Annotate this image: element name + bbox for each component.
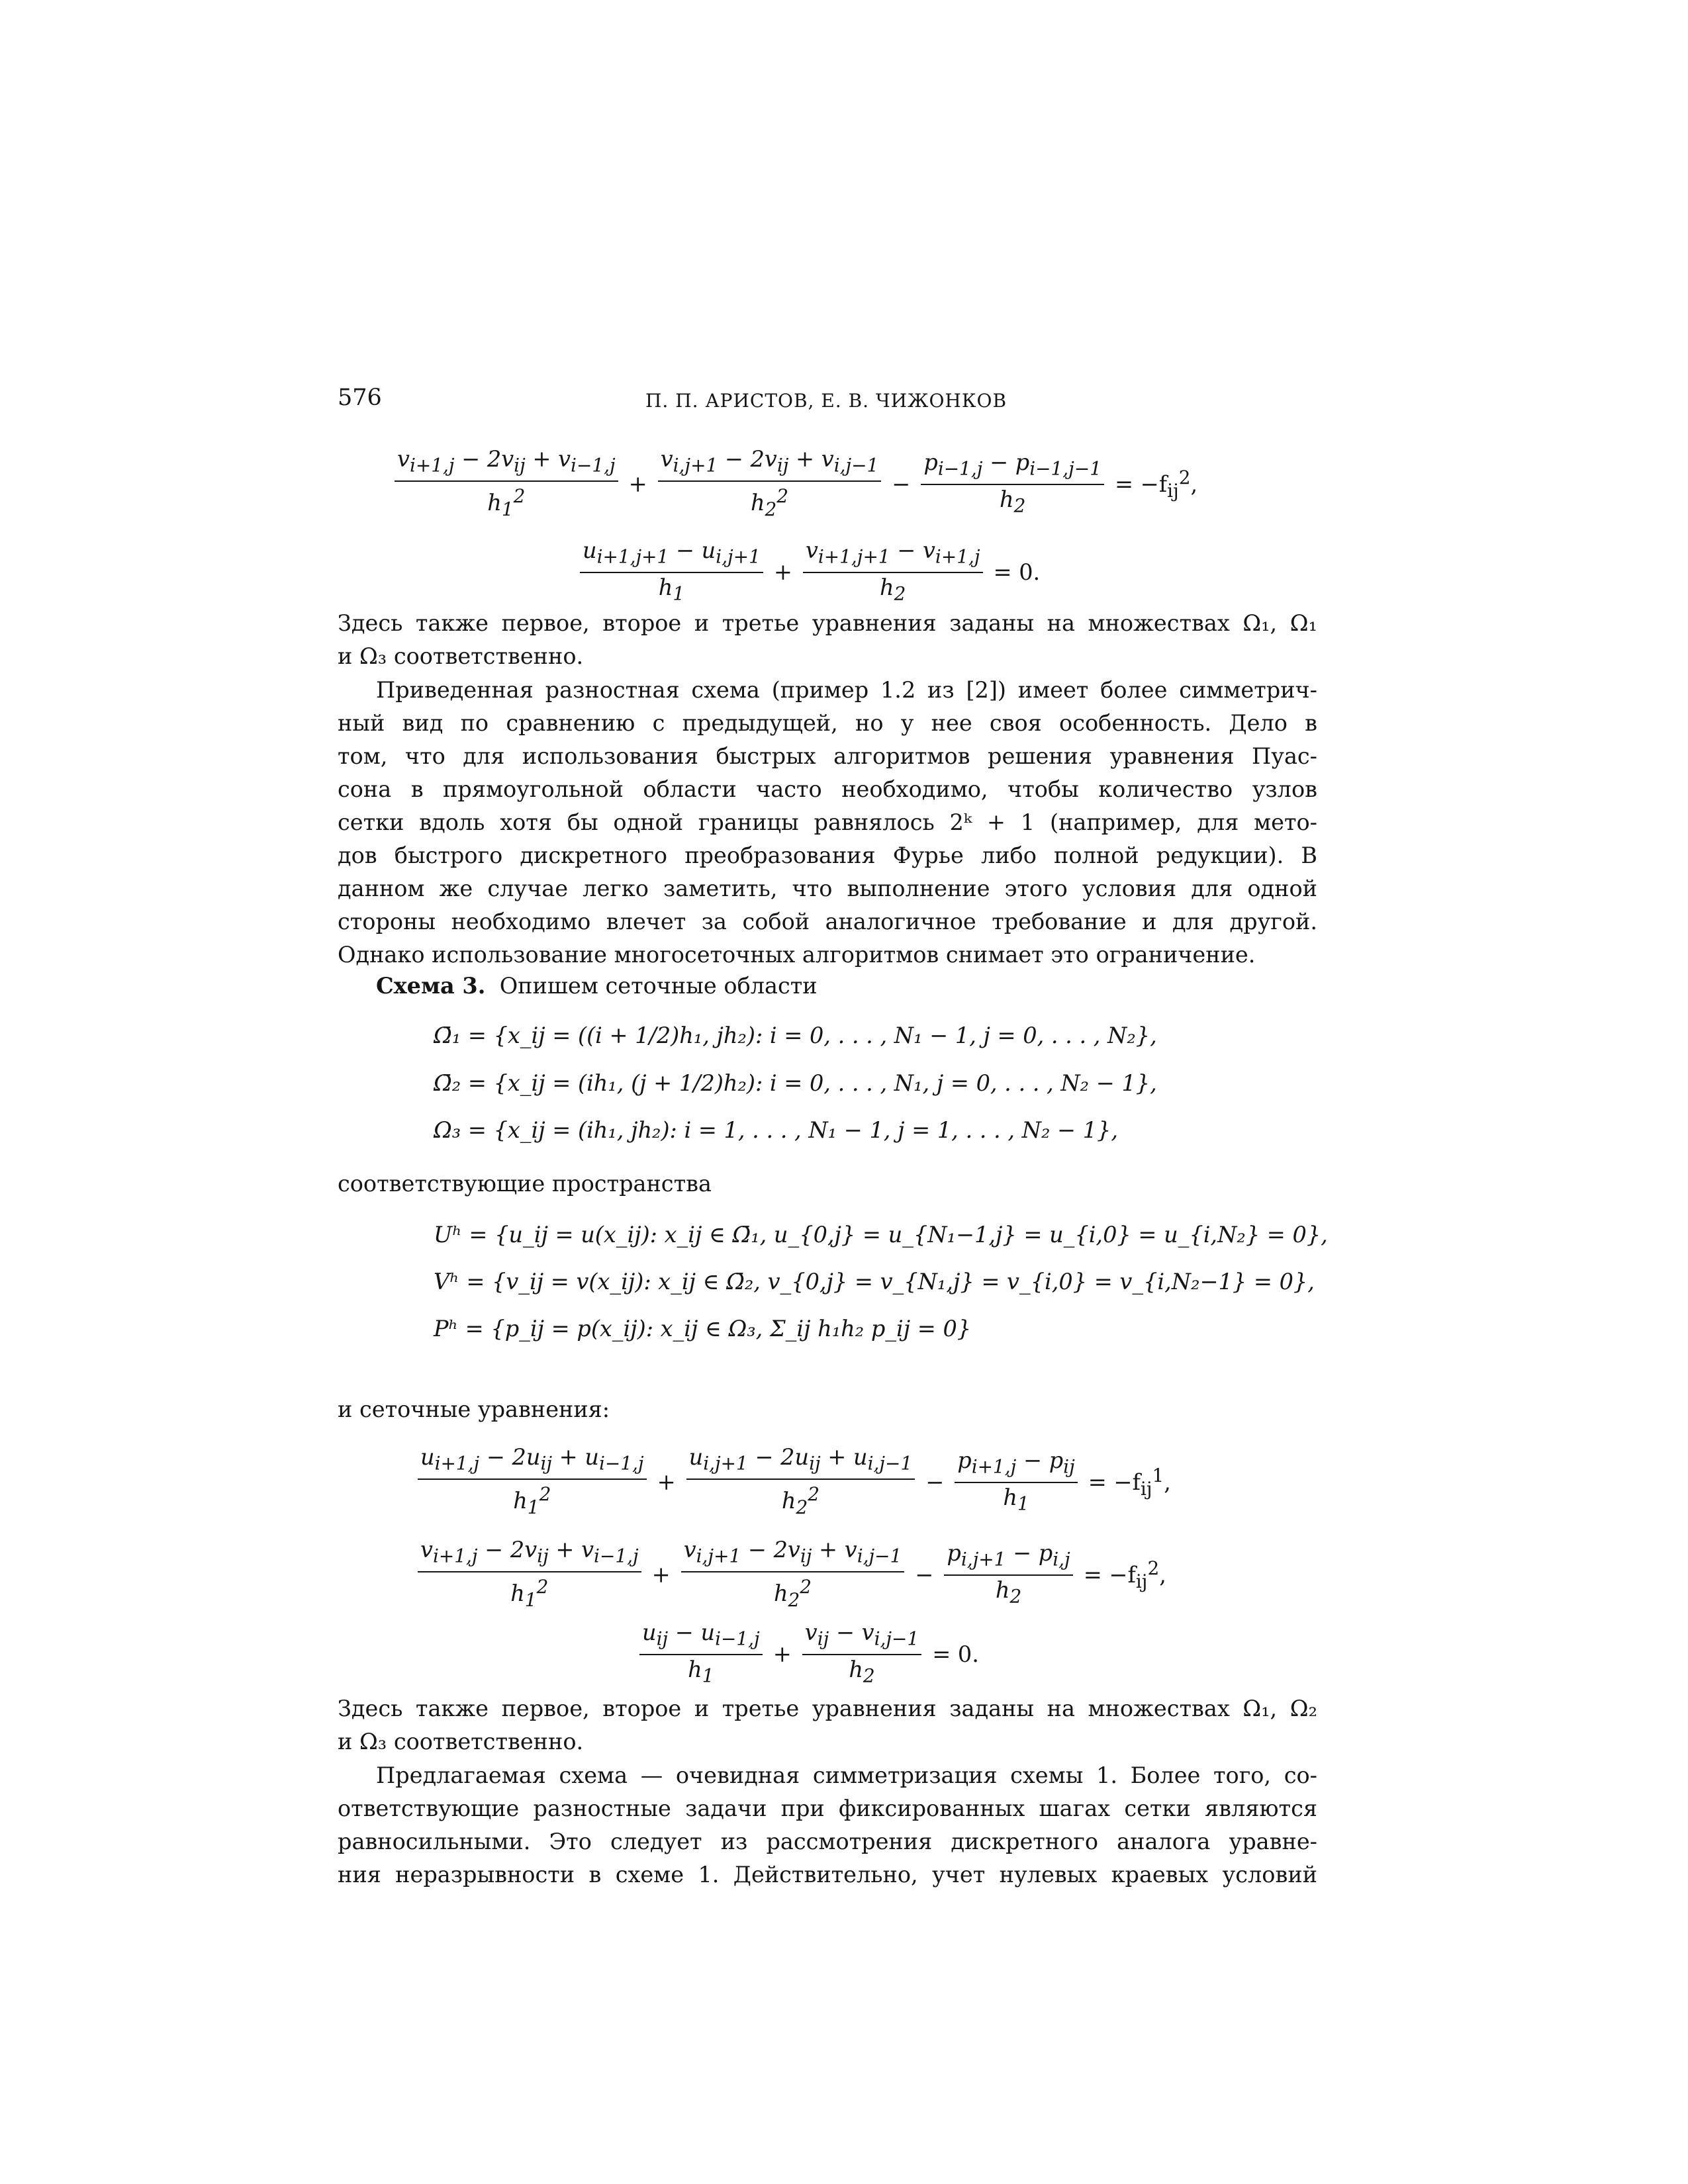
- paragraph-4: [338, 1759, 1317, 1891]
- text-line: Приведенная разностная схема (пример 1.2 из [2]) имеет более симметрич-: [376, 677, 1317, 703]
- equation-bottom-2: $v_{i+1,j} - 2v_{ij} + v_{i-1,j}$ $h_1^2$ + $v_{i,j+1} - 2v_{ij} + v_{i,j-1}$ $h_2^2$ − $\frac{p_{i,j+1} - p_{i,j}}{h_2}$ = $-f_{ij}^2$,: [414, 1535, 1173, 1615]
- text-line: и Ω₃ соответственно.: [338, 643, 584, 669]
- set-omega-3: Ω₃ = {x_ij = (ih₁, jh₂): i = 1, . . . , N₁ − 1, j = 1, . . . , N₂ − 1},: [434, 1117, 1119, 1143]
- text-line: Здесь также первое, второе и третье уравнения заданы на множествах Ω₁, Ω₁: [338, 610, 1317, 636]
- text-line: том, что для использования быстрых алгоритмов решения уравнения Пуас-: [338, 743, 1317, 769]
- paragraph-3: [338, 1692, 1317, 1758]
- equation-top-1: $v_{i+1,j} - 2v_{ij} + v_{i-1,j}$ $h_1^2$ + $v_{i,j+1} - 2v_{ij} + v_{i,j-1}$ $h_2^2$ − $\frac{p_{i-1,j} - p_{i-1,j-1}}{h_2}$ = $-f_{ij}^2$,: [391, 445, 1204, 524]
- text-line: Однако использование многосеточных алгоритмов снимает это ограничение.: [338, 942, 1256, 968]
- text-line: дов быстрого дискретного преобразования Фурье либо полной редукции). В: [338, 842, 1317, 868]
- text-line: Здесь также первое, второе и третье уравнения заданы на множествах Ω₁, Ω₂: [338, 1696, 1317, 1721]
- text-line: ный вид по сравнению с предыдущей, но у нее своя особенность. Дело в: [338, 710, 1317, 736]
- scheme-heading: [376, 972, 818, 1001]
- text-line: стороны необходимо влечет за собой аналогичное требование и для другой.: [338, 909, 1317, 934]
- text-line: равносильными. Это следует из рассмотрения дискретного аналога уравне-: [338, 1829, 1317, 1854]
- space-V: Vʰ = {v_ij = v(x_ij): x_ij ∈ Ω̄₂, v_{0,j} = v_{N₁,j} = v_{i,0} = v_{i,N₂−1} = 0},: [434, 1269, 1315, 1295]
- text-line: сона в прямоугольной области часто необходимо, чтобы количество узлов: [338, 776, 1317, 802]
- scheme-text: Опишем сеточные области: [499, 973, 818, 999]
- text-line: Предлагаемая схема — очевидная симметризация схемы 1. Более того, со-: [376, 1762, 1317, 1788]
- space-P: Pʰ = {p_ij = p(x_ij): x_ij ∈ Ω₃, Σ_ij h₁h₂ p_ij = 0}: [434, 1316, 972, 1342]
- equation-bottom-3: $u_{ij} - u_{i-1,j}$ $h_1$ + $v_{ij} - v_{i,j-1}$ $h_2$ = 0.: [635, 1618, 986, 1690]
- text-line: и Ω₃ соответственно.: [338, 1729, 584, 1754]
- set-omega-1: Ω̄₁ = {x_ij = ((i + 1/2)h₁, jh₂): i = 0, . . . , N₁ − 1, j = 0, . . . , N₂},: [434, 1023, 1157, 1048]
- paragraph-1: [338, 607, 1317, 673]
- equation-bottom-1: $u_{i+1,j} - 2u_{ij} + u_{i-1,j}$ $h_1^2$ + $u_{i,j+1} - 2u_{ij} + u_{i,j-1}$ $h_2^2$ − $p_{i+1,j} - p_{ij}$ $h_1$ = $-f_{ij}^1$,: [414, 1443, 1178, 1522]
- text-line: ния неразрывности в схеме 1. Действительно, учет нулевых краевых условий: [338, 1862, 1317, 1888]
- set-omega-2: Ω̄₂ = {x_ij = (ih₁, (j + 1/2)h₂): i = 0, . . . , N₁, j = 0, . . . , N₂ − 1},: [434, 1070, 1157, 1096]
- scheme-label: Схема 3.: [376, 973, 486, 999]
- running-title: П. П. АРИСТОВ, Е. В. ЧИЖОНКОВ: [645, 390, 1008, 412]
- equations-intro: и сеточные уравнения:: [338, 1396, 610, 1422]
- text-line: ответствующие разностные задачи при фиксированных шагах сетки являются: [338, 1796, 1317, 1821]
- equation-top-2: $u_{i+1,j+1} - u_{i,j+1}$ $h_1$ + $\frac{v_{i+1,j+1} - v_{i+1,j}}{h_2}$ = 0.: [576, 536, 1047, 608]
- text-line: сетки вдоль хотя бы одной границы равнялось 2ᵏ + 1 (например, для мето-: [338, 809, 1317, 835]
- space-U: Uʰ = {u_ij = u(x_ij): x_ij ∈ Ω̄₁, u_{0,j} = u_{N₁−1,j} = u_{i,0} = u_{i,N₂} = 0},: [434, 1222, 1328, 1248]
- text-line: данном же случае легко заметить, что выполнение этого условия для одной: [338, 876, 1317, 901]
- page-number: 576: [338, 385, 382, 411]
- paragraph-2: [338, 674, 1317, 972]
- spaces-intro: соответствующие пространства: [338, 1171, 712, 1197]
